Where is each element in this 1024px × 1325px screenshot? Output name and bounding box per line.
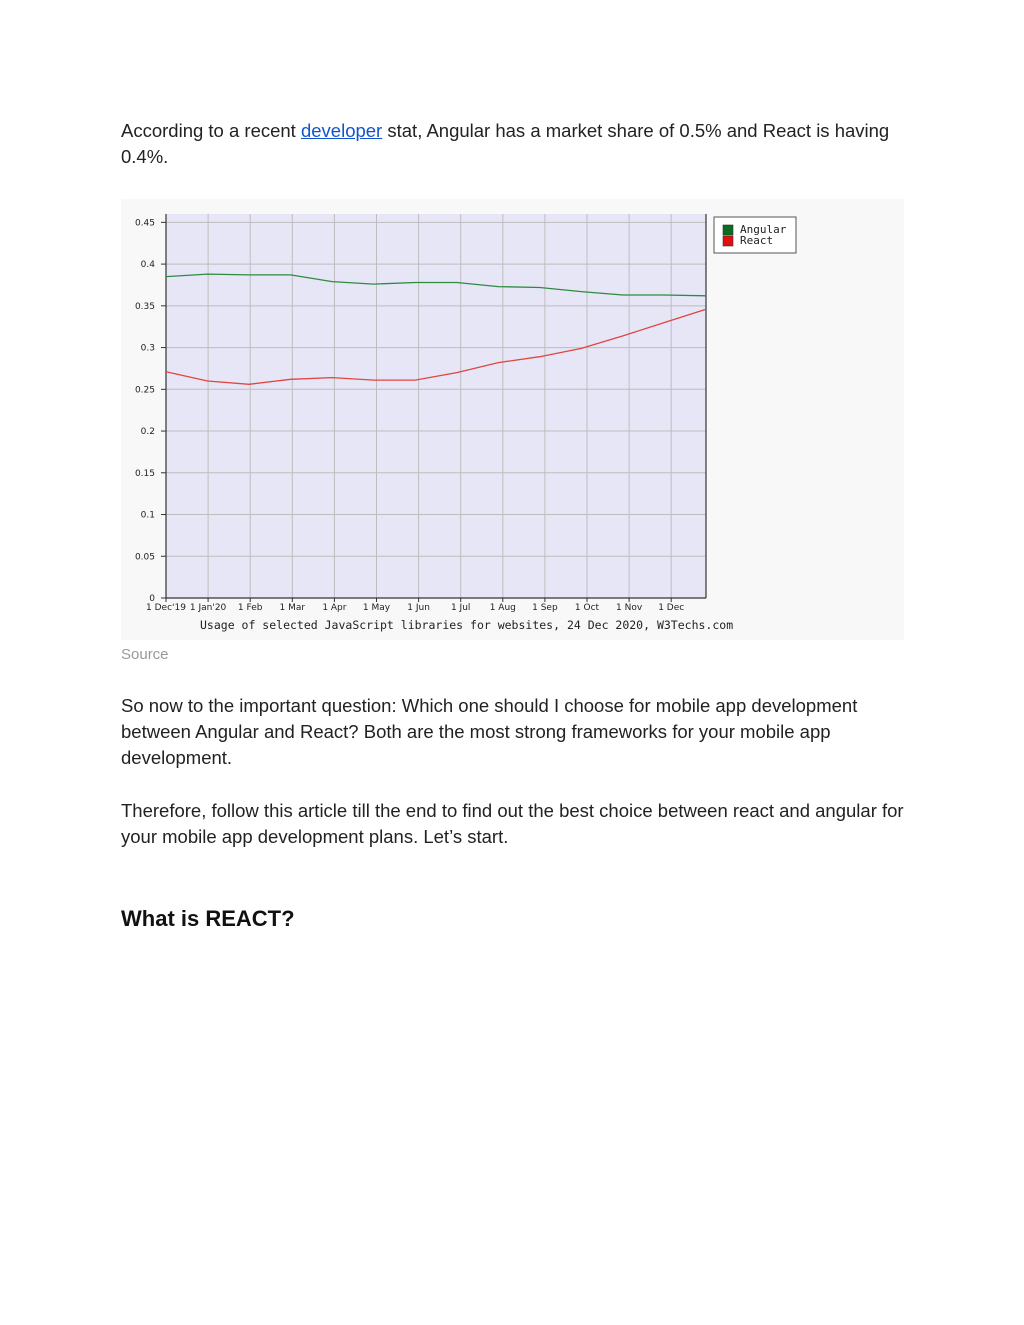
section-heading: What is REACT? [121,906,295,931]
x-tick-label: 1 Jul [450,603,471,613]
x-tick-label: 1 Jan'20 [189,603,227,613]
chart-caption: Usage of selected JavaScript libraries for websites, 24 Dec 2020, W3Techs.com [200,618,734,632]
y-tick-label: 0.45 [134,218,155,229]
legend-swatch-angular [723,225,733,235]
x-tick-label: 1 Mar [279,603,306,613]
intro-paragraph [121,118,911,170]
x-tick-label: 1 Dec [658,603,685,613]
x-tick-label: 1 May [362,603,391,613]
x-tick-label: 1 Feb [237,603,263,613]
y-tick-label: 0.3 [140,343,155,354]
intro-prefix: According to a recent [121,120,301,141]
x-tick-label: 1 Dec'19 [146,603,186,613]
usage-chart-svg [121,199,904,640]
question-paragraph: So now to the important question: Which one should I choose for mobile app development between Angular and React? Both are the most strong frameworks for your mobile app development. [121,695,858,768]
x-tick-label: 1 Jun [407,603,430,613]
intro-suffix: stat, Angular has a market share of 0.5% and React is having 0.4%. [121,120,890,167]
x-tick-label: 1 Nov [616,603,643,613]
x-tick-label: 1 Oct [574,603,600,613]
plot-area [166,214,706,598]
y-tick-label: 0.1 [140,510,155,521]
x-tick-label: 1 Apr [322,603,347,613]
developer-link[interactable]: developer [300,120,383,141]
x-tick-label: 1 Aug [489,603,516,613]
y-tick-label: 0.05 [134,552,155,563]
y-tick-label: 0.35 [134,301,155,312]
y-tick-label: 0.15 [134,468,155,479]
legend-label-react: React [740,234,774,247]
y-tick-label: 0 [149,594,155,604]
y-tick-label: 0.2 [140,427,155,438]
y-tick-label: 0.25 [134,385,155,396]
usage-chart [121,199,904,640]
x-tick-label: 1 Sep [532,603,558,613]
follow-paragraph: Therefore, follow this article till the end to find out the best choice between react and angular for your mobile app development plans. Let’s start. [121,800,904,847]
legend-label-angular: Angular [740,223,787,236]
source-link[interactable]: Source [121,646,169,663]
y-tick-label: 0.4 [140,260,155,271]
legend-swatch-react [723,236,733,246]
